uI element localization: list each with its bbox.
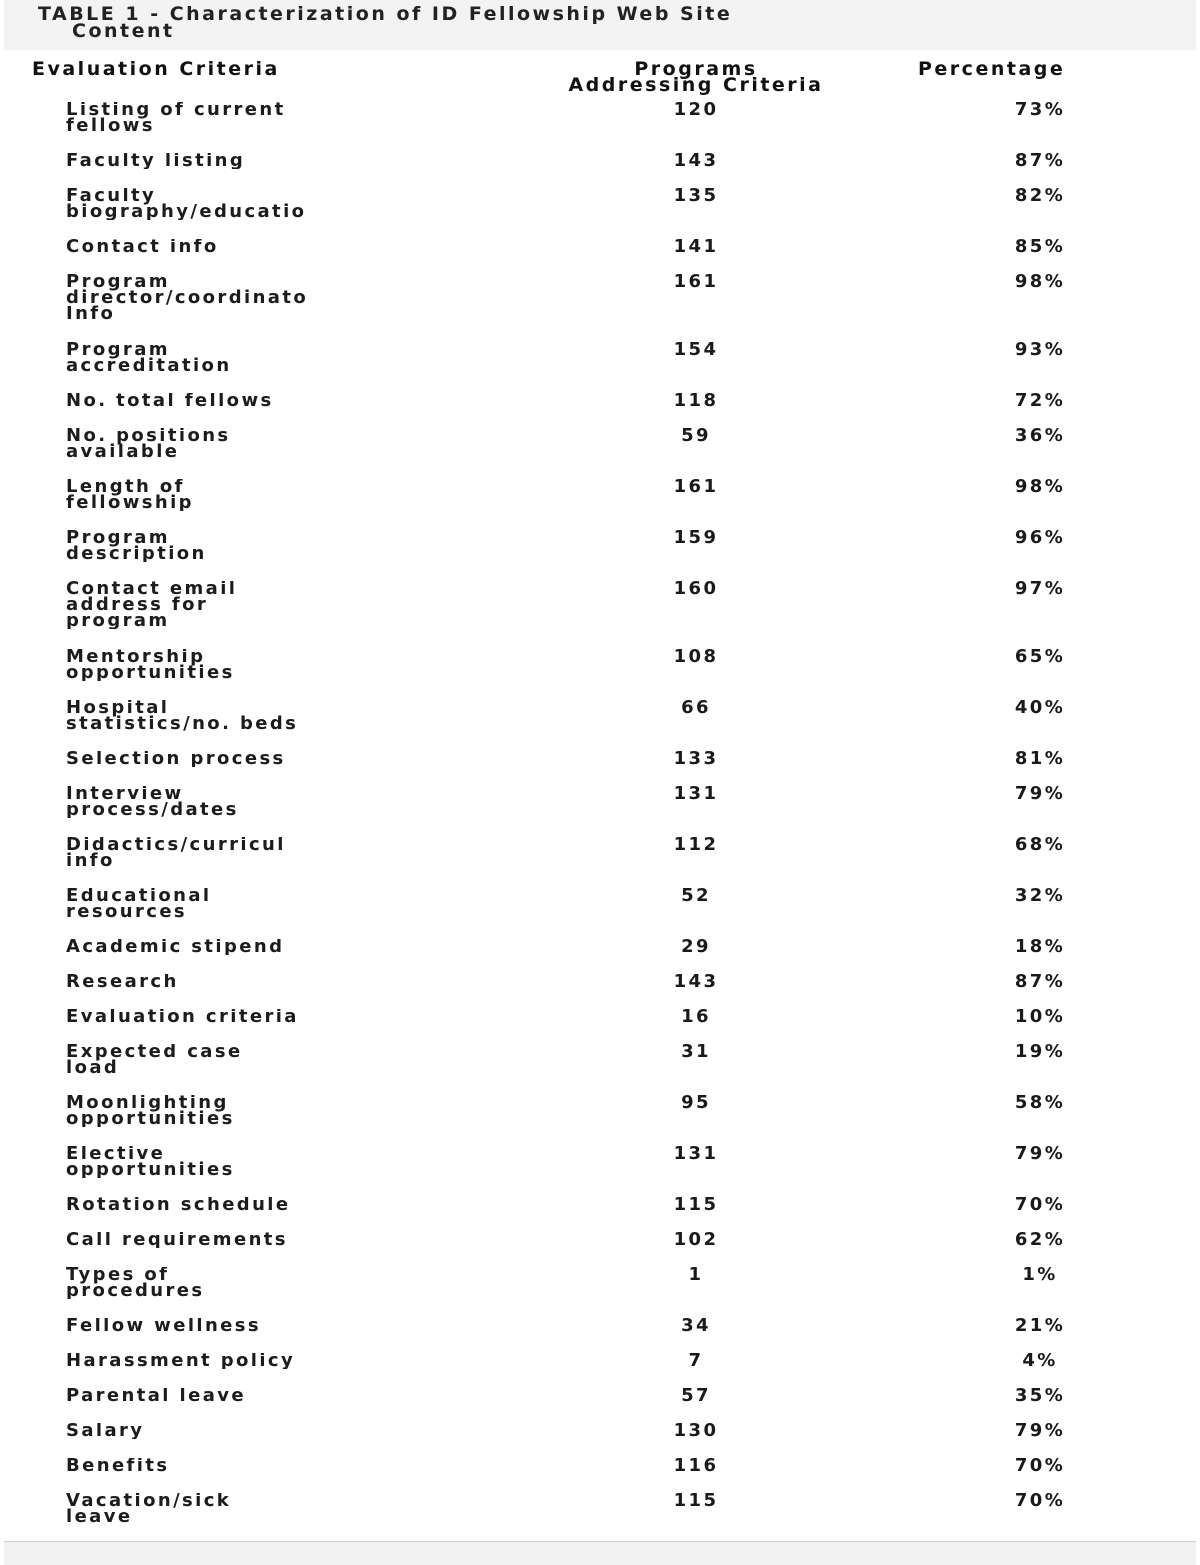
criteria-cell: Fellow wellness (66, 1318, 262, 1334)
table-row (0, 782, 1200, 833)
programs-cell: 159 (673, 527, 719, 548)
programs-cell: 108 (673, 646, 719, 667)
table-row (0, 98, 1200, 149)
programs-cell: 161 (673, 476, 719, 497)
column-header-percentage: Percentage (918, 58, 1066, 80)
table-row (0, 833, 1200, 884)
criteria-cell: Program director/coordinato Info (66, 274, 309, 322)
table-row (0, 1228, 1200, 1263)
percentage-cell: 4% (1022, 1350, 1058, 1371)
criteria-cell: Call requirements (66, 1232, 288, 1248)
table-row (0, 884, 1200, 935)
programs-cell: 29 (681, 936, 711, 957)
percentage-cell: 87% (1014, 971, 1066, 992)
table-row (0, 577, 1200, 645)
programs-cell: 116 (673, 1455, 719, 1476)
percentage-cell: 1% (1022, 1264, 1058, 1285)
percentage-cell: 68% (1014, 834, 1066, 855)
criteria-cell: Hospital statistics/no. beds (66, 700, 299, 732)
criteria-cell: Faculty listing (66, 153, 246, 169)
criteria-cell: Listing of current fellows (66, 102, 286, 134)
criteria-cell: Vacation/sick leave (66, 1493, 232, 1525)
percentage-cell: 10% (1014, 1006, 1066, 1027)
programs-cell: 135 (673, 185, 719, 206)
programs-cell: 52 (681, 885, 711, 906)
programs-cell: 115 (673, 1194, 719, 1215)
caption-line-1: TABLE 1 - Characterization of ID Fellowship Web Site (38, 3, 733, 25)
table-row (0, 1142, 1200, 1193)
criteria-cell: Expected case load (66, 1044, 243, 1076)
table-row (0, 1384, 1200, 1419)
percentage-cell: 98% (1014, 271, 1066, 292)
percentage-cell: 70% (1014, 1490, 1066, 1511)
percentage-cell: 18% (1014, 936, 1066, 957)
percentage-cell: 93% (1014, 339, 1066, 360)
criteria-cell: Elective opportunities (66, 1146, 235, 1178)
criteria-cell: Parental leave (66, 1388, 247, 1404)
criteria-cell: Contact email address for program (66, 581, 238, 629)
caption-line-2: Content (72, 20, 175, 42)
programs-cell: 131 (673, 1143, 719, 1164)
programs-cell: 143 (673, 971, 719, 992)
criteria-cell: Rotation schedule (66, 1197, 291, 1213)
programs-cell: 1 (688, 1264, 704, 1285)
criteria-cell: Moonlighting opportunities (66, 1095, 235, 1127)
programs-cell: 161 (673, 271, 719, 292)
table-footer-bar (4, 1541, 1196, 1565)
programs-cell: 16 (681, 1006, 711, 1027)
percentage-cell: 36% (1014, 425, 1066, 446)
table-row (0, 747, 1200, 782)
criteria-cell: Salary (66, 1423, 145, 1439)
programs-cell: 112 (673, 834, 719, 855)
percentage-cell: 70% (1014, 1194, 1066, 1215)
table-row (0, 1419, 1200, 1454)
criteria-cell: No. total fellows (66, 393, 274, 409)
programs-cell: 31 (681, 1041, 711, 1062)
criteria-cell: Evaluation criteria (66, 1009, 299, 1025)
criteria-cell: Faculty biography/educatio (66, 188, 307, 220)
table-row (0, 970, 1200, 1005)
programs-cell: 7 (688, 1350, 704, 1371)
criteria-cell: No. positions available (66, 428, 231, 460)
criteria-cell: Length of fellowship (66, 479, 194, 511)
criteria-cell: Didactics/curricul info (66, 837, 286, 869)
table-row (0, 424, 1200, 475)
programs-cell: 115 (673, 1490, 719, 1511)
programs-cell: 59 (681, 425, 711, 446)
programs-cell: 154 (673, 339, 719, 360)
table-row (0, 645, 1200, 696)
table-row (0, 696, 1200, 747)
table-row (0, 1193, 1200, 1228)
programs-cell: 131 (673, 783, 719, 804)
table-row (0, 1091, 1200, 1142)
percentage-cell: 19% (1014, 1041, 1066, 1062)
percentage-cell: 85% (1014, 236, 1066, 257)
percentage-cell: 32% (1014, 885, 1066, 906)
percentage-cell: 72% (1014, 390, 1066, 411)
table-row (0, 1040, 1200, 1091)
table-row (0, 149, 1200, 184)
column-header-criteria: Evaluation Criteria (32, 58, 280, 80)
table-row (0, 1005, 1200, 1040)
percentage-cell: 70% (1014, 1455, 1066, 1476)
percentage-cell: 97% (1014, 578, 1066, 599)
table-row (0, 184, 1200, 235)
percentage-cell: 40% (1014, 697, 1066, 718)
criteria-cell: Selection process (66, 751, 286, 767)
column-header-programs-line-2: Addressing Criteria (568, 74, 824, 96)
table-row (0, 338, 1200, 389)
programs-cell: 130 (673, 1420, 719, 1441)
table-row (0, 235, 1200, 270)
percentage-cell: 96% (1014, 527, 1066, 548)
table-body (0, 98, 1200, 1540)
programs-cell: 120 (673, 99, 719, 120)
programs-cell: 102 (673, 1229, 719, 1250)
criteria-cell: Mentorship opportunities (66, 649, 235, 681)
programs-cell: 141 (673, 236, 719, 257)
programs-cell: 34 (681, 1315, 711, 1336)
table-row (0, 1454, 1200, 1489)
table-caption (4, 0, 1196, 50)
table-row (0, 1263, 1200, 1314)
column-header-programs (488, 58, 904, 96)
percentage-cell: 79% (1014, 1420, 1066, 1441)
percentage-cell: 79% (1014, 1143, 1066, 1164)
criteria-cell: Harassment policy (66, 1353, 296, 1369)
criteria-cell: Research (66, 974, 179, 990)
criteria-cell: Benefits (66, 1458, 170, 1474)
criteria-cell: Types of procedures (66, 1267, 205, 1299)
percentage-cell: 79% (1014, 783, 1066, 804)
table-header (0, 58, 1200, 98)
criteria-cell: Educational resources (66, 888, 212, 920)
percentage-cell: 65% (1014, 646, 1066, 667)
programs-cell: 160 (673, 578, 719, 599)
table-row (0, 475, 1200, 526)
percentage-cell: 82% (1014, 185, 1066, 206)
criteria-cell: Academic stipend (66, 939, 285, 955)
table-row (0, 526, 1200, 577)
programs-cell: 95 (681, 1092, 711, 1113)
percentage-cell: 62% (1014, 1229, 1066, 1250)
percentage-cell: 21% (1014, 1315, 1066, 1336)
criteria-cell: Program accreditation (66, 342, 232, 374)
table-row (0, 1349, 1200, 1384)
table-row (0, 270, 1200, 338)
programs-cell: 143 (673, 150, 719, 171)
percentage-cell: 87% (1014, 150, 1066, 171)
criteria-cell: Interview process/dates (66, 786, 239, 818)
percentage-cell: 81% (1014, 748, 1066, 769)
table-row (0, 1489, 1200, 1540)
table-row (0, 389, 1200, 424)
column-header-programs-line-1: Programs (634, 58, 758, 80)
percentage-cell: 58% (1014, 1092, 1066, 1113)
percentage-cell: 35% (1014, 1385, 1066, 1406)
criteria-cell: Contact info (66, 239, 219, 255)
criteria-cell: Program description (66, 530, 207, 562)
programs-cell: 118 (673, 390, 719, 411)
programs-cell: 66 (681, 697, 711, 718)
percentage-cell: 73% (1014, 99, 1066, 120)
programs-cell: 133 (673, 748, 719, 769)
programs-cell: 57 (681, 1385, 711, 1406)
table-row (0, 1314, 1200, 1349)
percentage-cell: 98% (1014, 476, 1066, 497)
table-row (0, 935, 1200, 970)
